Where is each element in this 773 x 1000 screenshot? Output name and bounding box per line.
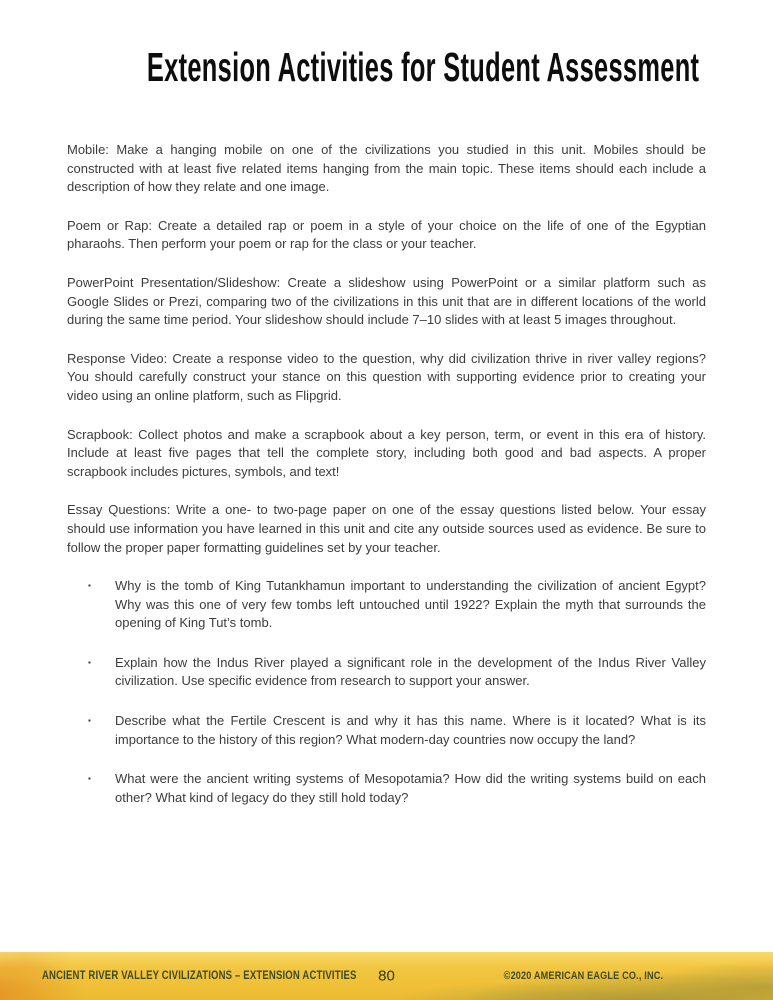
copyright-label: ©2020 AMERICAN EAGLE CO., INC. [503, 970, 663, 982]
essay-question-text: Why is the tomb of King Tutankhamun important to understanding the civilization of ancient Egypt? Why was this one of very few tombs left untouched until 1922? Explain the myth that surrounds the opening of King Tut’s tomb. [115, 578, 706, 631]
paragraph-response-video: Response Video: Create a response video to the question, why did civilization thrive in river valley regions? You should carefully construct your stance on this question with supporting evidence prior to creating your video using an online platform, such as Flipgrid. [67, 350, 706, 403]
essay-question-text: What were the ancient writing systems of Mesopotamia? How did the writing systems build on each other? What kind of legacy do they still hold today? [115, 771, 706, 805]
essay-question-text: Explain how the Indus River played a significant role in the development of the Indus River Valley civilization. Use specific evidence from research to support your answer. [115, 654, 706, 689]
footer-section-label: ANCIENT RIVER VALLEY CIVILIZATIONS – EXTENSION ACTIVITIES [42, 970, 357, 982]
bullet-marker-icon: ▪ [88, 774, 91, 784]
list-item [67, 770, 706, 807]
list-item [67, 654, 706, 691]
list-item [67, 577, 706, 633]
bullet-marker-icon: ▪ [88, 581, 91, 591]
essay-questions-list [67, 577, 706, 807]
bullet-marker-icon: ▪ [88, 657, 91, 667]
list-item [67, 712, 706, 749]
footer-band [0, 952, 773, 1000]
page-number: 80 [378, 967, 395, 985]
bullet-marker-icon: ▪ [88, 716, 91, 726]
paragraph-poem-or-rap: Poem or Rap: Create a detailed rap or poem in a style of your choice on the life of one of the Egyptian pharaohs. Then perform your poem or rap for the class or your teacher. [67, 217, 706, 252]
paragraph-powerpoint: PowerPoint Presentation/Slideshow: Create a slideshow using PowerPoint or a similar platform such as Google Slides or Prezi, comparing two of the civilizations in this unit that are in different locations of the world during the same time period. Your slideshow should include 7–10 slides with at least 5 images throughout. [67, 274, 706, 328]
essay-question-text: Describe what the Fertile Crescent is and why it has this name. Where is it located? What is its importance to the history of this region? What modern-day countries now occupy the land? [115, 713, 706, 747]
paragraph-mobile: Mobile: Make a hanging mobile on one of the civilizations you studied in this unit. Mobiles should be constructed with at least five related items hanging from the main topic. These items should each include a description of how they relate and one image. [67, 142, 706, 195]
page-body [0, 141, 773, 807]
page-title: Extension Activities for Student Assessment [146, 44, 700, 90]
paragraph-essay-questions: Essay Questions: Write a one- to two-page paper on one of the essay questions listed below. Your essay should use information you have learned in this unit and cite any outside sources used as evidence. Be sure to follow the proper paper formatting guidelines set by your teacher. [67, 502, 706, 555]
paragraph-scrapbook: Scrapbook: Collect photos and make a scrapbook about a key person, term, or event in this era of history. Include at least five pages that tell the complete story, including both good and bad aspects. A proper scrapbook includes pictures, symbols, and text! [67, 426, 706, 479]
